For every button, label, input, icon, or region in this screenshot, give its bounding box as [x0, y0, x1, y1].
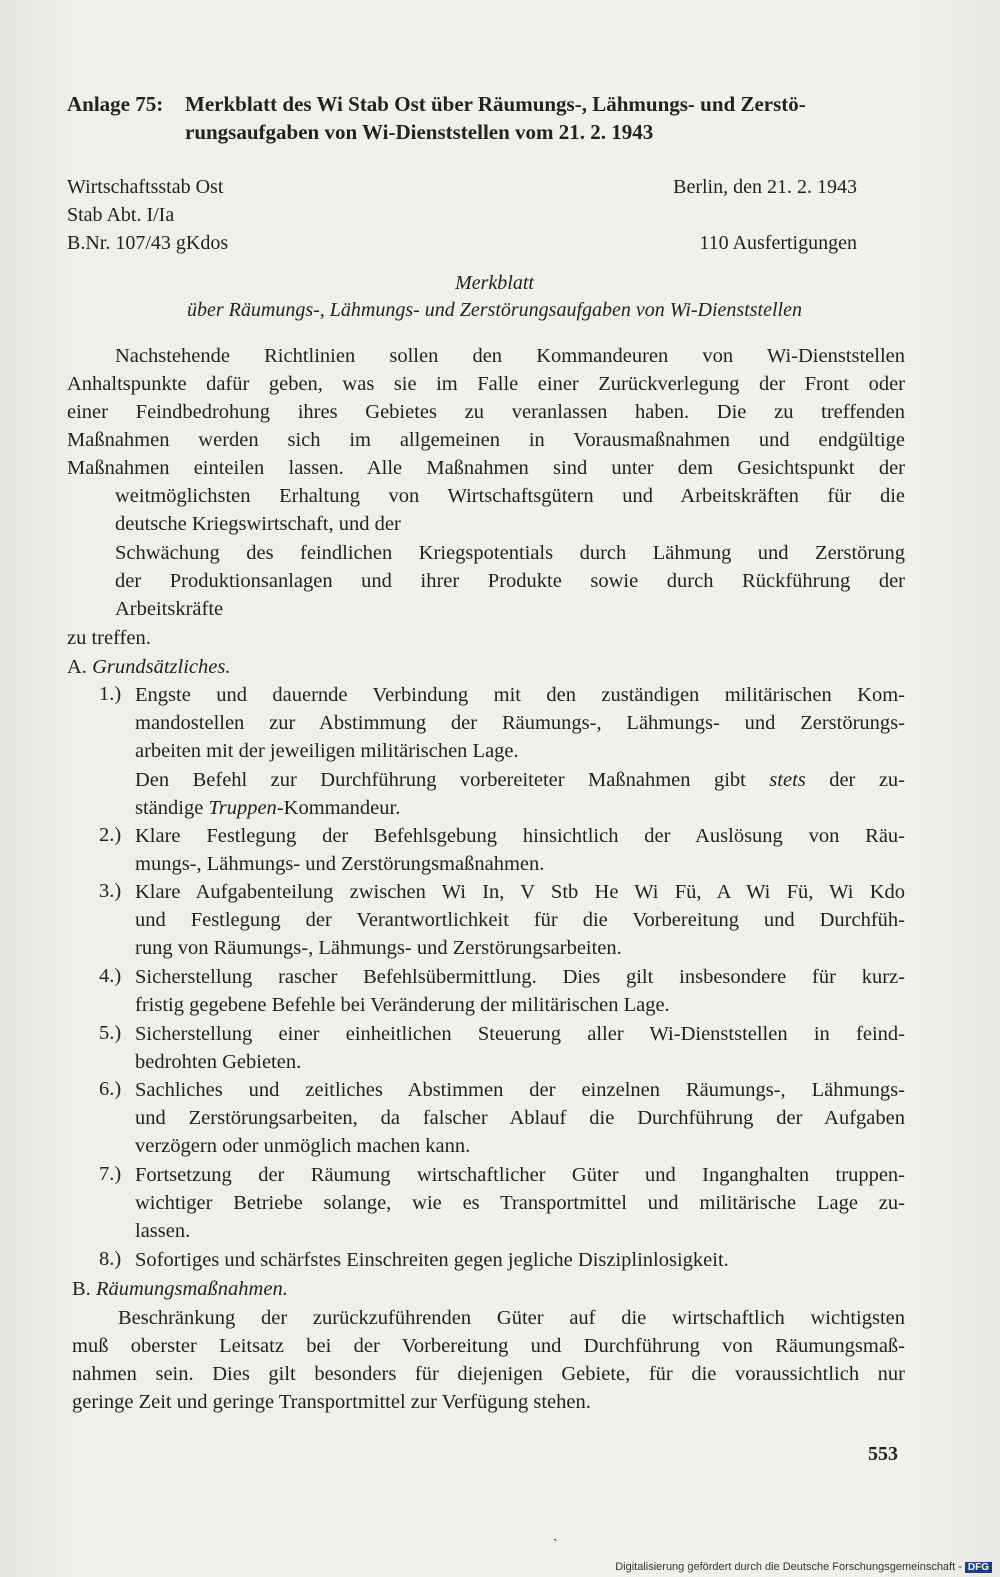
document-heading	[67, 90, 912, 146]
note-text: der zu-	[805, 769, 905, 791]
item-line: Klare Aufgabenteilung zwischen Wi In, V Stb He Wi Fü, A Wi Fü, Wi Kdo	[135, 881, 905, 903]
item-number: 3.)	[99, 880, 122, 902]
indented-line: Arbeitskräfte	[115, 598, 224, 620]
item-note-line	[135, 794, 400, 822]
item-number: 4.)	[99, 965, 122, 987]
organization: Wirtschaftsstab Ost	[67, 176, 224, 198]
item-line: wichtiger Betriebe solange, wie es Transportmittel und militärische Lage zu-	[135, 1192, 905, 1214]
meta-row-2	[67, 204, 857, 232]
section-b-heading	[72, 1275, 288, 1303]
intro-line: Maßnahmen werden sich im allgemeinen in Vorausmaßnahmen und endgültige	[67, 429, 905, 451]
item-line: lassen.	[135, 1220, 191, 1242]
section-b-line: geringe Zeit und geringe Transportmittel zur Verfügung stehen.	[72, 1391, 591, 1413]
note-text: -Kommandeur.	[276, 797, 401, 819]
page-number: 553	[868, 1443, 898, 1465]
section-b-line: muß oberster Leitsatz bei der Vorbereitung und Durchführung von Räumungsmaß-	[72, 1335, 905, 1357]
item-line: bedrohten Gebieten.	[135, 1051, 302, 1073]
section-b-line: Beschränkung der zurückzuführenden Güter auf die wirtschaftlich wichtigsten	[118, 1307, 905, 1329]
item-line: Klare Festlegung der Befehlsgebung hinsichtlich der Auslösung von Räu-	[135, 825, 905, 847]
closing-line: zu treffen.	[67, 627, 151, 649]
item-line: mungs-, Lähmungs- und Zerstörungsmaßnahmen.	[135, 853, 545, 875]
item-line: mandostellen zur Abstimmung der Räumungs-, Lähmungs- und Zerstörungs-	[135, 712, 905, 734]
intro-line: Nachstehende Richtlinien sollen den Kommandeuren von Wi-Dienststellen	[115, 345, 905, 367]
indented-line: deutsche Kriegswirtschaft, und der	[115, 513, 401, 535]
footer-text: Digitalisierung gefördert durch die Deutsche Forschungsgemeinschaft -	[615, 1561, 962, 1573]
meta-row-3	[67, 232, 857, 260]
intro-line: Maßnahmen einteilen lassen. Alle Maßnahmen sind unter dem Gesichtspunkt der	[67, 457, 905, 479]
note-text: Den Befehl zur Durchführung vorbereiteter Maßnahmen gibt	[135, 769, 770, 791]
section-b-line: nahmen sein. Dies gilt besonders für diejenigen Gebiete, für die voraussichtlich nur	[72, 1363, 905, 1385]
section-a-heading	[67, 653, 230, 681]
heading-line-2: rungsaufgaben von Wi-Dienststellen vom 21. 2. 1943	[185, 120, 654, 144]
copies-count: 110 Ausfertigungen	[699, 232, 857, 254]
section-a-letter: A.	[67, 656, 87, 678]
item-line: Sofortiges und schärfstes Einschreiten gegen jegliche Disziplinlosigkeit.	[135, 1249, 729, 1271]
meta-row-1	[67, 176, 857, 204]
item-line: Fortsetzung der Räumung wirtschaftlicher Güter und Inganghalten truppen-	[135, 1164, 905, 1186]
intro-line: einer Feindbedrohung ihres Gebietes zu veranlassen haben. Die zu treffenden	[67, 401, 905, 423]
item-line: und Festlegung der Verantwortlichkeit für die Vorbereitung und Durchfüh-	[135, 909, 905, 931]
item-line: arbeiten mit der jeweiligen militärischen Lage.	[135, 740, 519, 762]
section-a-title: Grundsätzliches.	[92, 656, 231, 678]
intro-line: Anhaltspunkte dafür geben, was sie im Falle einer Zurückverlegung der Front oder	[67, 373, 905, 395]
item-note-line	[135, 766, 905, 794]
dfg-logo: DFG	[965, 1562, 992, 1573]
item-number: 8.)	[99, 1248, 122, 1270]
heading-prefix: Anlage 75:	[67, 92, 164, 116]
digitization-footer	[615, 1561, 992, 1573]
indented-line: Schwächung des feindlichen Kriegspotentials durch Lähmung und Zerstörung	[115, 542, 905, 564]
item-line: Sicherstellung einer einheitlichen Steuerung aller Wi-Dienststellen in feind-	[135, 1023, 905, 1045]
item-number: 6.)	[99, 1078, 122, 1100]
note-text: ständige	[135, 797, 209, 819]
heading-line-1: Merkblatt des Wi Stab Ost über Räumungs-, Lähmungs- und Zerstö-	[185, 92, 806, 116]
item-number: 7.)	[99, 1163, 122, 1185]
item-line: Engste und dauernde Verbindung mit den zuständigen militärischen Kom-	[135, 684, 905, 706]
title-main: Merkblatt	[455, 272, 534, 294]
section-b-title: Räumungsmaßnahmen.	[95, 1278, 288, 1300]
item-number: 5.)	[99, 1022, 122, 1044]
item-line: Sicherstellung rascher Befehlsübermittlung. Dies gilt insbesondere für kurz-	[135, 966, 905, 988]
note-emphasis: stets	[769, 769, 806, 791]
section-b-letter: B.	[72, 1278, 91, 1300]
scan-mark: ˏ	[553, 1527, 558, 1542]
department: Stab Abt. I/Ia	[67, 204, 175, 226]
item-number: 2.)	[99, 824, 122, 846]
indented-line: der Produktionsanlagen und ihrer Produkte sowie durch Rückführung der	[115, 570, 905, 592]
item-line: Sachliches und zeitliches Abstimmen der einzelnen Räumungs-, Lähmungs-	[135, 1079, 905, 1101]
indented-line: weitmöglichsten Erhaltung von Wirtschaftsgütern und Arbeitskräften für die	[115, 485, 905, 507]
item-number: 1.)	[99, 683, 122, 705]
item-line: rung von Räumungs-, Lähmungs- und Zerstörungsarbeiten.	[135, 937, 622, 959]
item-line: verzögern oder unmöglich machen kann.	[135, 1135, 471, 1157]
title-sub: über Räumungs-, Lähmungs- und Zerstörungsaufgaben von Wi-Dienststellen	[187, 299, 802, 321]
place-date: Berlin, den 21. 2. 1943	[673, 176, 857, 198]
item-line: und Zerstörungsarbeiten, da falscher Ablauf die Durchführung der Aufgaben	[135, 1107, 905, 1129]
note-emphasis: Truppen	[208, 797, 277, 819]
item-line: fristig gegebene Befehle bei Veränderung der militärischen Lage.	[135, 994, 670, 1016]
reference-number: B.Nr. 107/43 gKdos	[67, 232, 229, 254]
